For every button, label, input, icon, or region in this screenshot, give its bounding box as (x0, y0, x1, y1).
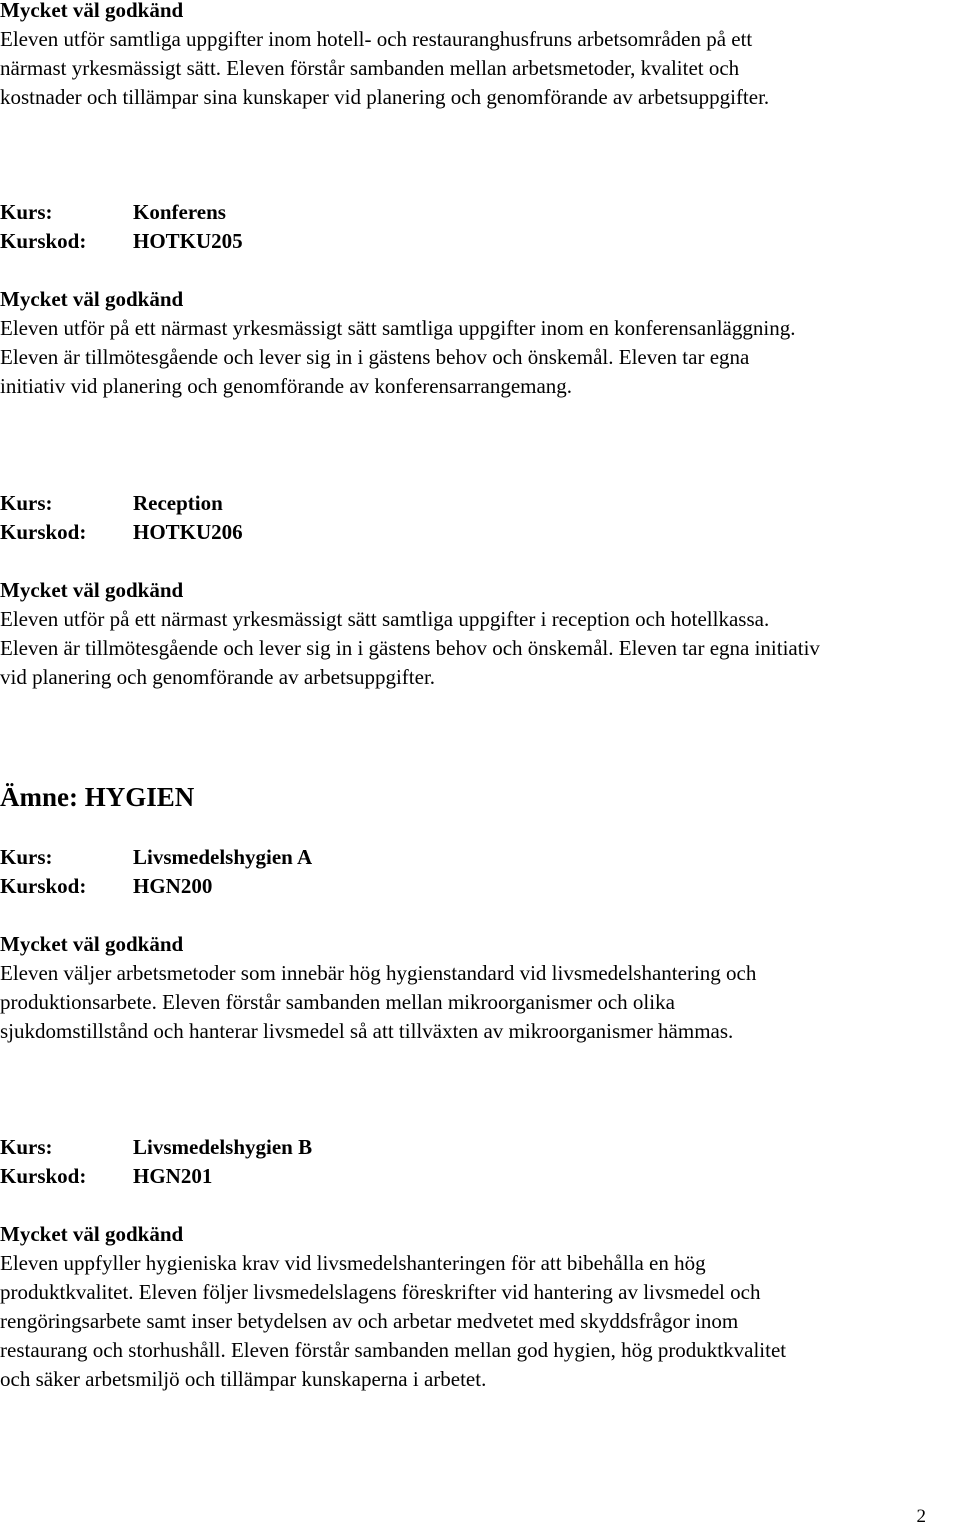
course-label: Kurs: (0, 1135, 53, 1159)
course-name-row (0, 489, 955, 518)
course-code-row (0, 518, 955, 547)
course-code: HOTKU206 (133, 520, 243, 544)
grade-description: Eleven väljer arbetsmetoder som innebär hög hygienstandard vid livsmedelshantering och produktionsarbete. Eleven förstår sambanden mellan mikroorganismer och olika sjukdomstillstånd och hanterar livsmedel så att tillväxten av mikroorganismer hämmas. (0, 961, 757, 1043)
course-section-livsmedelshygien-b (0, 1133, 955, 1394)
course-code: HGN200 (133, 874, 213, 898)
course-code: HOTKU205 (133, 229, 243, 253)
course-section-konferens (0, 198, 955, 401)
grade-heading: Mycket väl godkänd (0, 578, 184, 602)
course-code-label: Kurskod: (0, 874, 87, 898)
course-section-livsmedelshygien-a (0, 843, 955, 1046)
grade-description: Eleven utför på ett närmast yrkesmässigt sätt samtliga uppgifter i reception och hotellkassa. Eleven är tillmötesgående och lever sig in i gästens behov och önskemål. Eleven tar egna initiativ vid planering och genomförande av arbetsuppgifter. (0, 607, 820, 689)
course-code: HGN201 (133, 1164, 213, 1188)
page-number: 2 (916, 1506, 926, 1527)
course-code-row (0, 1162, 955, 1191)
course-name-row (0, 1133, 955, 1162)
subject-heading: Ämne: HYGIEN (0, 782, 195, 812)
grade-heading: Mycket väl godkänd (0, 1222, 184, 1246)
grade-description: Eleven uppfyller hygieniska krav vid livsmedelshanteringen för att bibehålla en hög produktkvalitet. Eleven följer livsmedelslagens föreskrifter vid hantering av livsmedel och rengöringsarbete samt inser betydelsen av och arbetar medvetet med skyddsfrågor inom restaurang och storhushåll. Eleven förstår sambanden mellan god hygien, hög produktkvalitet och säker arbetsmiljö och tillämpar kunskaperna i arbetet. (0, 1251, 787, 1391)
grade-heading: Mycket väl godkänd (0, 932, 184, 956)
course-code-row (0, 227, 955, 256)
course-code-label: Kurskod: (0, 520, 87, 544)
course-name-row (0, 843, 955, 872)
course-label: Kurs: (0, 491, 53, 515)
grade-description: Eleven utför på ett närmast yrkesmässigt sätt samtliga uppgifter inom en konferensanläggning. Eleven är tillmötesgående och lever sig in i gästens behov och önskemål. Eleven tar egna initiativ vid planering och genomförande av konferensarrangemang. (0, 316, 796, 398)
course-label: Kurs: (0, 200, 53, 224)
course-name-row (0, 198, 955, 227)
grade-heading: Mycket väl godkänd (0, 287, 184, 311)
course-name: Livsmedelshygien A (133, 845, 313, 869)
course-code-label: Kurskod: (0, 229, 87, 253)
course-code-label: Kurskod: (0, 1164, 87, 1188)
course-section-reception (0, 489, 955, 692)
course-label: Kurs: (0, 845, 53, 869)
course-name: Reception (133, 491, 223, 515)
course-code-row (0, 872, 955, 901)
course-name: Livsmedelshygien B (133, 1135, 313, 1159)
course-name: Konferens (133, 200, 226, 224)
grade-heading: Mycket väl godkänd (0, 0, 184, 22)
intro-section (0, 0, 955, 112)
grade-description: Eleven utför samtliga uppgifter inom hotell- och restauranghusfruns arbetsområden på ett närmast yrkesmässigt sätt. Eleven förstår sambanden mellan arbetsmetoder, kvalitet och kostnader och tillämpar sina kunskaper vid planering och genomförande av arbetsuppgifter. (0, 27, 770, 109)
